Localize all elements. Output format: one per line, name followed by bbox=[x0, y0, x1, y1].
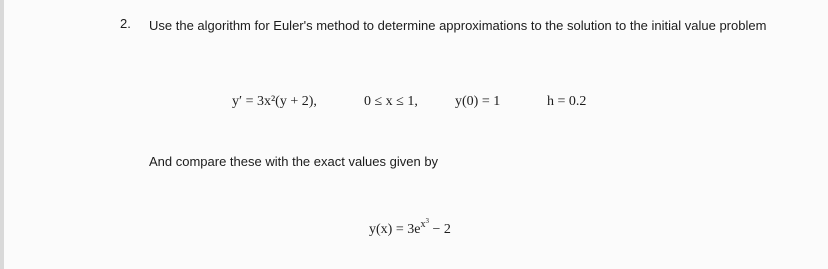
exact-solution-exponent bbox=[420, 219, 429, 230]
differential-equation: y′ = 3x²(y + 2), bbox=[232, 94, 317, 109]
problem-number: 2. bbox=[120, 16, 131, 31]
compare-instruction: And compare these with the exact values given by bbox=[149, 154, 439, 169]
initial-condition: y(0) = 1 bbox=[455, 94, 501, 109]
domain-interval: 0 ≤ x ≤ 1, bbox=[364, 94, 418, 109]
exponent-base: x bbox=[420, 219, 426, 230]
step-size: h = 0.2 bbox=[547, 94, 587, 109]
problem-statement: Use the algorithm for Euler's method to determine approximations to the solution to the initial value problem bbox=[149, 18, 767, 33]
exact-solution bbox=[369, 212, 451, 239]
exponent-power: 3 bbox=[425, 217, 429, 225]
exact-solution-lhs: y(x) = 3e bbox=[369, 222, 421, 237]
exact-solution-tail: − 2 bbox=[428, 222, 451, 237]
frame-edge bbox=[0, 0, 4, 269]
